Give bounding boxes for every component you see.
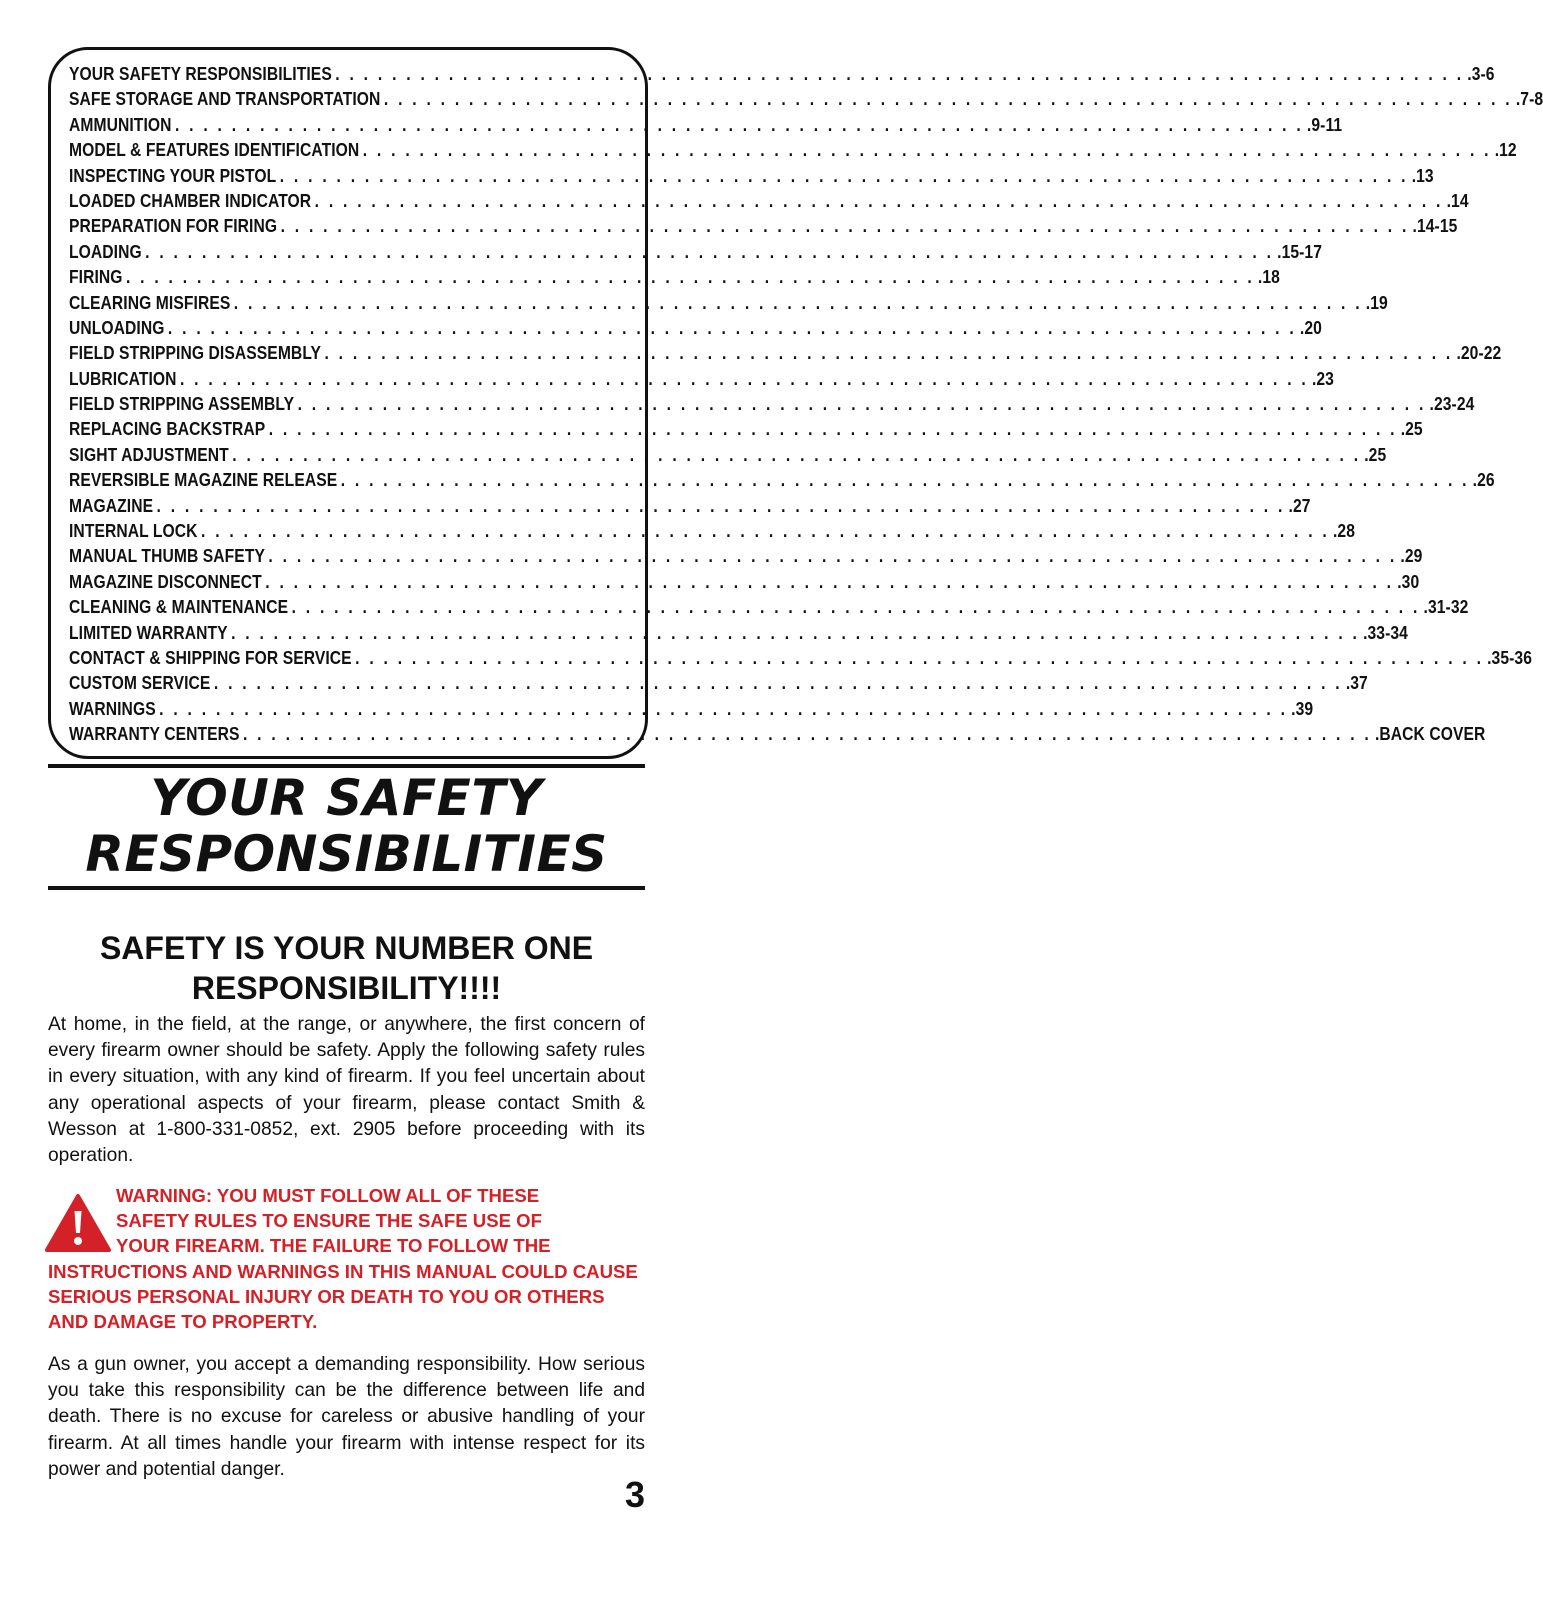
subhead-line2: RESPONSIBILITY!!!! bbox=[191, 970, 502, 1006]
toc-entry-title: INTERNAL LOCK bbox=[69, 521, 198, 542]
warning-rest: INSTRUCTIONS AND WARNINGS IN THIS MANUAL COULD CAUSE SERIOUS PERSONAL INJURY OR DEATH TO YOU OR OTHERS AND DAMAGE TO PROPERTY. bbox=[48, 1260, 638, 1333]
toc-entry-title: SAFE STORAGE AND TRANSPORTATION bbox=[69, 89, 381, 110]
toc-entry-page: .35-36 bbox=[1487, 647, 1532, 668]
toc-entry-page: .37 bbox=[1345, 673, 1368, 694]
toc-entry bbox=[69, 64, 1495, 89]
toc-entry-page: .14-15 bbox=[1412, 216, 1458, 237]
toc-entry bbox=[69, 647, 1532, 673]
intro-paragraph: At home, in the field, at the range, or anywhere, the first concern of every firearm owner should be safety. Apply the following safety rules in every situation, with any kind of firearm. If you feel uncertain about any operational aspects of your firearm, please contact Smith & Wesson at 1-800-331-0852, ext. 2905 before proceeding with its operation. bbox=[48, 1014, 645, 1167]
toc-entry-page: .25 bbox=[1364, 444, 1387, 465]
toc-entry-page: .33-34 bbox=[1363, 622, 1408, 643]
toc-entry-page: .12 bbox=[1494, 140, 1517, 161]
toc-entry-page: .BACK COVER bbox=[1374, 724, 1486, 745]
toc-entry-page: .23-24 bbox=[1429, 394, 1475, 415]
toc-entry-title: MODEL & FEATURES IDENTIFICATION bbox=[69, 140, 360, 161]
toc-entry-title: CLEANING & MAINTENANCE bbox=[69, 597, 289, 618]
toc-entry-page: .25 bbox=[1400, 419, 1423, 440]
toc-entry-page: .3-6 bbox=[1467, 64, 1495, 84]
toc-entry-page: .20-22 bbox=[1456, 343, 1502, 364]
toc-entry-page: .20 bbox=[1299, 317, 1322, 338]
toc-entry-page: .18 bbox=[1257, 267, 1280, 288]
toc-entry bbox=[69, 267, 1280, 292]
section-title-line2: RESPONSIBILITIES bbox=[85, 825, 608, 883]
toc-entry-page: .19 bbox=[1365, 292, 1388, 313]
toc-entry-title: LOADED CHAMBER INDICATOR bbox=[69, 190, 312, 211]
toc-leader-dots: . . . . . . . . . . . . . . . . . . . . . . . . . . . . . . . . . . . . . . . . . . . . . . . . . . . . . . . . . . . . . . . . . . . . . . . . . . . . . . . . bbox=[201, 521, 1330, 542]
toc-leader-dots: . . . . . . . . . . . . . . . . . . . . . . . . . . . . . . . . . . . . . . . . . . . . . . . . . . . . . . . . . . . . . . . . . . . . . . . . . . . . . . . . bbox=[242, 724, 1372, 745]
toc-entry-title: WARRANTY CENTERS bbox=[69, 724, 240, 745]
toc-entry-page: .27 bbox=[1288, 495, 1311, 516]
toc-entry-title: REPLACING BACKSTRAP bbox=[69, 419, 266, 440]
toc-leader-dots: . . . . . . . . . . . . . . . . . . . . . . . . . . . . . . . . . . . . . . . . . . . . . . . . . . . . . . . . . . . . . . . . . . . . . . . . . . . . . . . . bbox=[174, 114, 1304, 135]
toc-entry-page: .26 bbox=[1472, 470, 1495, 491]
toc-entry-title: LUBRICATION bbox=[69, 368, 177, 389]
toc-entry-page: .39 bbox=[1291, 698, 1314, 719]
toc-entry-title: LIMITED WARRANTY bbox=[69, 622, 228, 643]
toc-entry bbox=[69, 495, 1311, 521]
toc-entry bbox=[69, 89, 1543, 114]
toc-entry bbox=[69, 140, 1517, 165]
toc-entry bbox=[69, 343, 1502, 368]
toc-leader-dots: . . . . . . . . . . . . . . . . . . . . . . . . . . . . . . . . . . . . . . . . . . . . . . . . . . . . . . . . . . . . . . . . . . . . . . . . . . . . . . . . bbox=[145, 241, 1274, 262]
toc-entry-page: .28 bbox=[1332, 521, 1355, 542]
page-number: 3 bbox=[624, 1474, 645, 1515]
toc-entry bbox=[69, 470, 1495, 495]
toc-leader-dots: . . . . . . . . . . . . . . . . . . . . . . . . . . . . . . . . . . . . . . . . . . . . . . . . . . . . . . . . . . . . . . . . . . . . . . . . . . . . . . . . bbox=[335, 64, 1464, 84]
toc-leader-dots: . . . . . . . . . . . . . . . . . . . . . . . . . . . . . . . . . . . . . . . . . . . . . . . . . . . . . . . . . . . . . . . . . . . . . . . . . . . . . . . . bbox=[125, 267, 1255, 288]
toc-leader-dots: . . . . . . . . . . . . . . . . . . . . . . . . . . . . . . . . . . . . . . . . . . . . . . . . . . . . . . . . . . . . . . . . . . . . . . . . . . . . . . . . bbox=[156, 495, 1286, 516]
toc-entry bbox=[69, 317, 1322, 343]
toc-entry-title: SIGHT ADJUSTMENT bbox=[69, 444, 229, 465]
toc-entry-title: CUSTOM SERVICE bbox=[69, 673, 211, 694]
table-of-contents bbox=[48, 47, 1543, 759]
toc-entry-title: PREPARATION FOR FIRING bbox=[69, 216, 278, 237]
toc-entry-title: WARNINGS bbox=[69, 698, 156, 719]
toc-entry bbox=[69, 673, 1368, 698]
toc-leader-dots: . . . . . . . . . . . . . . . . . . . . . . . . . . . . . . . . . . . . . . . . . . . . . . . . . . . . . . . . . . . . . . . . . . . . . . . . . . . . . . . . bbox=[324, 343, 1454, 364]
toc-entry-title: FIELD STRIPPING DISASSEMBLY bbox=[69, 343, 322, 364]
toc-leader-dots: . . . . . . . . . . . . . . . . . . . . . . . . . . . . . . . . . . . . . . . . . . . . . . . . . . . . . . . . . . . . . . . . . . . . . . . . . . . . . . . . bbox=[159, 698, 1288, 719]
toc-entry bbox=[69, 724, 1486, 749]
toc-entry bbox=[69, 597, 1469, 622]
toc-entry bbox=[69, 216, 1458, 241]
toc-entry-title: REVERSIBLE MAGAZINE RELEASE bbox=[69, 470, 338, 491]
toc-list bbox=[69, 64, 1543, 750]
toc-leader-dots: . . . . . . . . . . . . . . . . . . . . . . . . . . . . . . . . . . . . . . . . . . . . . . . . . . . . . . . . . . . . . . . . . . . . . . . . . . . . . . . . bbox=[355, 647, 1484, 668]
toc-entry bbox=[69, 114, 1343, 140]
toc-entry-page: .30 bbox=[1397, 571, 1420, 592]
toc-leader-dots: . . . . . . . . . . . . . . . . . . . . . . . . . . . . . . . . . . . . . . . . . . . . . . . . . . . . . . . . . . . . . . . . . . . . . . . . . . . . . . . . bbox=[213, 673, 1343, 694]
toc-leader-dots: . . . . . . . . . . . . . . . . . . . . . . . . . . . . . . . . . . . . . . . . . . . . . . . . . . . . . . . . . . . . . . . . . . . . . . . . . . . . . . . . bbox=[280, 216, 1410, 237]
toc-entry-title: INSPECTING YOUR PISTOL bbox=[69, 165, 277, 186]
toc-entry bbox=[69, 368, 1334, 394]
warning-line3: YOUR FIREARM. THE FAILURE TO FOLLOW THE bbox=[116, 1235, 551, 1257]
toc-leader-dots: . . . . . . . . . . . . . . . . . . . . . . . . . . . . . . . . . . . . . . . . . . . . . . . . . . . . . . . . . . . . . . . . . . . . . . . . . . . . . . . . bbox=[231, 622, 1360, 643]
section-rule-top bbox=[48, 764, 645, 768]
toc-entry bbox=[69, 190, 1469, 216]
section-title-line1: YOUR SAFETY bbox=[150, 769, 543, 827]
toc-entry-title: CONTACT & SHIPPING FOR SERVICE bbox=[69, 647, 352, 668]
toc-leader-dots: . . . . . . . . . . . . . . . . . . . . . . . . . . . . . . . . . . . . . . . . . . . . . . . . . . . . . . . . . . . . . . . . . . . . . . . . . . . . . . . . bbox=[340, 470, 1470, 491]
toc-entry-page: .29 bbox=[1400, 546, 1423, 567]
toc-entry-page: .23 bbox=[1311, 368, 1334, 389]
toc-entry-page: .15-17 bbox=[1277, 241, 1323, 262]
toc-entry-title: CLEARING MISFIRES bbox=[69, 292, 231, 313]
toc-leader-dots: . . . . . . . . . . . . . . . . . . . . . . . . . . . . . . . . . . . . . . . . . . . . . . . . . . . . . . . . . . . . . . . . . . . . . . . . . . . . . . . . bbox=[268, 546, 1397, 567]
toc-entry-page: .14 bbox=[1446, 190, 1469, 211]
toc-leader-dots: . . . . . . . . . . . . . . . . . . . . . . . . . . . . . . . . . . . . . . . . . . . . . . . . . . . . . . . . . . . . . . . . . . . . . . . . . . . . . . . . bbox=[233, 292, 1363, 313]
toc-leader-dots: . . . . . . . . . . . . . . . . . . . . . . . . . . . . . . . . . . . . . . . . . . . . . . . . . . . . . . . . . . . . . . . . . . . . . . . . . . . . . . . . bbox=[167, 317, 1297, 338]
toc-entry-title: MAGAZINE DISCONNECT bbox=[69, 571, 262, 592]
subhead-line1: SAFETY IS YOUR NUMBER ONE bbox=[99, 930, 594, 966]
warning-line2: SAFETY RULES TO ENSURE THE SAFE USE OF bbox=[116, 1210, 542, 1232]
toc-leader-dots: . . . . . . . . . . . . . . . . . . . . . . . . . . . . . . . . . . . . . . . . . . . . . . . . . . . . . . . . . . . . . . . . . . . . . . . . . . . . . . . . bbox=[297, 394, 1427, 415]
toc-entry bbox=[69, 419, 1423, 444]
toc-entry-title: MANUAL THUMB SAFETY bbox=[69, 546, 265, 567]
toc-leader-dots: . . . . . . . . . . . . . . . . . . . . . . . . . . . . . . . . . . . . . . . . . . . . . . . . . . . . . . . . . . . . . . . . . . . . . . . . . . . . . . . . bbox=[265, 571, 1394, 592]
toc-entry-title: FIELD STRIPPING ASSEMBLY bbox=[69, 394, 295, 415]
toc-leader-dots: . . . . . . . . . . . . . . . . . . . . . . . . . . . . . . . . . . . . . . . . . . . . . . . . . . . . . . . . . . . . . . . . . . . . . . . . . . . . . . . . bbox=[362, 140, 1492, 161]
toc-leader-dots: . . . . . . . . . . . . . . . . . . . . . . . . . . . . . . . . . . . . . . . . . . . . . . . . . . . . . . . . . . . . . . . . . . . . . . . . . . . . . . . . bbox=[179, 368, 1309, 389]
toc-leader-dots: . . . . . . . . . . . . . . . . . . . . . . . . . . . . . . . . . . . . . . . . . . . . . . . . . . . . . . . . . . . . . . . . . . . . . . . . . . . . . . . . bbox=[268, 419, 1398, 440]
toc-leader-dots: . . . . . . . . . . . . . . . . . . . . . . . . . . . . . . . . . . . . . . . . . . . . . . . . . . . . . . . . . . . . . . . . . . . . . . . . . . . . . . . . bbox=[383, 89, 1513, 110]
toc-entry bbox=[69, 292, 1388, 318]
closing-paragraph: As a gun owner, you accept a demanding responsibility. How serious you take this responsibility can be the difference between life and death. There is no excuse for careless or abusive handling of your firearm. At all times handle your firearm with intense respect for its power and potential danger. bbox=[48, 1354, 645, 1480]
toc-entry bbox=[69, 571, 1420, 597]
toc-entry bbox=[69, 521, 1355, 546]
toc-entry-title: MAGAZINE bbox=[69, 495, 154, 516]
toc-leader-dots: . . . . . . . . . . . . . . . . . . . . . . . . . . . . . . . . . . . . . . . . . . . . . . . . . . . . . . . . . . . . . . . . . . . . . . . . . . . . . . . . bbox=[232, 444, 1361, 465]
toc-entry bbox=[69, 241, 1323, 267]
section-rule-bottom bbox=[48, 886, 645, 890]
toc-entry-page: .13 bbox=[1411, 165, 1434, 186]
warning-text bbox=[48, 1183, 648, 1334]
toc-entry-page: .9-11 bbox=[1306, 114, 1343, 135]
toc-entry-page: .7-8 bbox=[1515, 89, 1543, 110]
toc-entry-page: .31-32 bbox=[1423, 597, 1469, 618]
toc-leader-dots: . . . . . . . . . . . . . . . . . . . . . . . . . . . . . . . . . . . . . . . . . . . . . . . . . . . . . . . . . . . . . . . . . . . . . . . . . . . . . . . . bbox=[314, 190, 1444, 211]
toc-entry bbox=[69, 698, 1314, 724]
toc-entry bbox=[69, 622, 1408, 648]
toc-entry-title: YOUR SAFETY RESPONSIBILITIES bbox=[69, 64, 332, 84]
toc-entry bbox=[69, 165, 1434, 191]
toc-entry-title: LOADING bbox=[69, 241, 142, 262]
toc-leader-dots: . . . . . . . . . . . . . . . . . . . . . . . . . . . . . . . . . . . . . . . . . . . . . . . . . . . . . . . . . . . . . . . . . . . . . . . . . . . . . . . . bbox=[279, 165, 1409, 186]
warning-line1: WARNING: YOU MUST FOLLOW ALL OF THESE bbox=[116, 1185, 540, 1206]
toc-entry-title: UNLOADING bbox=[69, 317, 165, 338]
toc-entry bbox=[69, 444, 1387, 470]
toc-entry-title: AMMUNITION bbox=[69, 114, 172, 135]
toc-entry bbox=[69, 546, 1423, 571]
toc-entry-title: FIRING bbox=[69, 267, 123, 288]
toc-entry bbox=[69, 394, 1475, 419]
toc-leader-dots: . . . . . . . . . . . . . . . . . . . . . . . . . . . . . . . . . . . . . . . . . . . . . . . . . . . . . . . . . . . . . . . . . . . . . . . . . . . . . . . . bbox=[291, 597, 1421, 618]
